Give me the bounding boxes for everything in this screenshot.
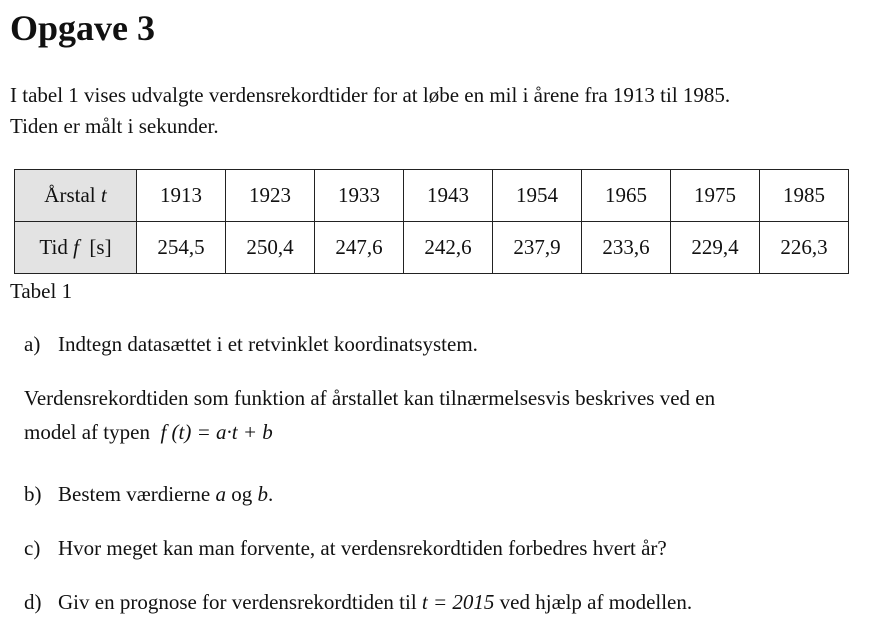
table-cell-year: 1933	[315, 170, 404, 222]
intro-line-1: I tabel 1 vises udvalgte verdensrekordtider for at løbe en mil i årene fra 1913 til 1985.	[10, 83, 731, 107]
question-b-label: b)	[24, 482, 42, 506]
table-cell-year: 1943	[404, 170, 493, 222]
question-d-prefix: Giv en prognose for verdensrekordtiden til	[58, 590, 417, 614]
table-cell-time: 254,5	[137, 222, 226, 274]
table-cell-time: 226,3	[760, 222, 849, 274]
model-description	[24, 381, 864, 449]
table-caption: Tabel 1	[10, 279, 73, 303]
question-d	[24, 587, 692, 617]
table-cell-year: 1965	[582, 170, 671, 222]
question-b-prefix: Bestem værdierne	[58, 482, 211, 506]
question-c-label: c)	[24, 536, 41, 560]
time-unit: [s]	[89, 235, 112, 259]
table-cell-time: 237,9	[493, 222, 582, 274]
time-variable: f	[73, 235, 79, 259]
question-a	[24, 329, 478, 359]
question-b	[24, 479, 273, 509]
table-header-year	[15, 170, 137, 222]
table-cell-time: 242,6	[404, 222, 493, 274]
table-cell-time: 229,4	[671, 222, 760, 274]
table-row-times	[15, 222, 849, 274]
year-label: Årstal	[44, 183, 96, 207]
model-formula: f (t) = a·t + b	[160, 420, 273, 444]
question-b-suffix: .	[267, 482, 274, 506]
record-times-table	[14, 169, 849, 274]
table-cell-time: 247,6	[315, 222, 404, 274]
model-line-1: Verdensrekordtiden som funktion af årstallet kan tilnærmelsesvis beskrives ved en	[24, 386, 716, 410]
question-d-label: d)	[24, 590, 42, 614]
table-cell-year: 1985	[760, 170, 849, 222]
intro-text	[10, 80, 870, 142]
table-cell-year: 1954	[493, 170, 582, 222]
table-row-years	[15, 170, 849, 222]
question-d-suffix: ved hjælp af modellen.	[499, 590, 693, 614]
intro-line-2: Tiden er målt i sekunder.	[10, 114, 219, 138]
table-cell-time: 250,4	[226, 222, 315, 274]
question-a-label: a)	[24, 332, 41, 356]
question-b-var-b: b	[257, 482, 268, 506]
question-a-text: Indtegn datasættet i et retvinklet koordinatsystem.	[58, 332, 478, 356]
question-b-og: og	[231, 482, 253, 506]
question-b-var-a: a	[215, 482, 226, 506]
exercise-title: Opgave 3	[10, 8, 156, 48]
question-d-formula: t = 2015	[421, 590, 495, 614]
model-line-2-prefix: model af typen	[24, 420, 150, 444]
table-cell-time: 233,6	[582, 222, 671, 274]
table-cell-year: 1913	[137, 170, 226, 222]
time-label: Tid	[39, 235, 68, 259]
question-c	[24, 533, 667, 563]
table-cell-year: 1975	[671, 170, 760, 222]
table-header-time	[15, 222, 137, 274]
year-variable: t	[100, 183, 107, 207]
table-cell-year: 1923	[226, 170, 315, 222]
question-c-text: Hvor meget kan man forvente, at verdensrekordtiden forbedres hvert år?	[58, 536, 667, 560]
